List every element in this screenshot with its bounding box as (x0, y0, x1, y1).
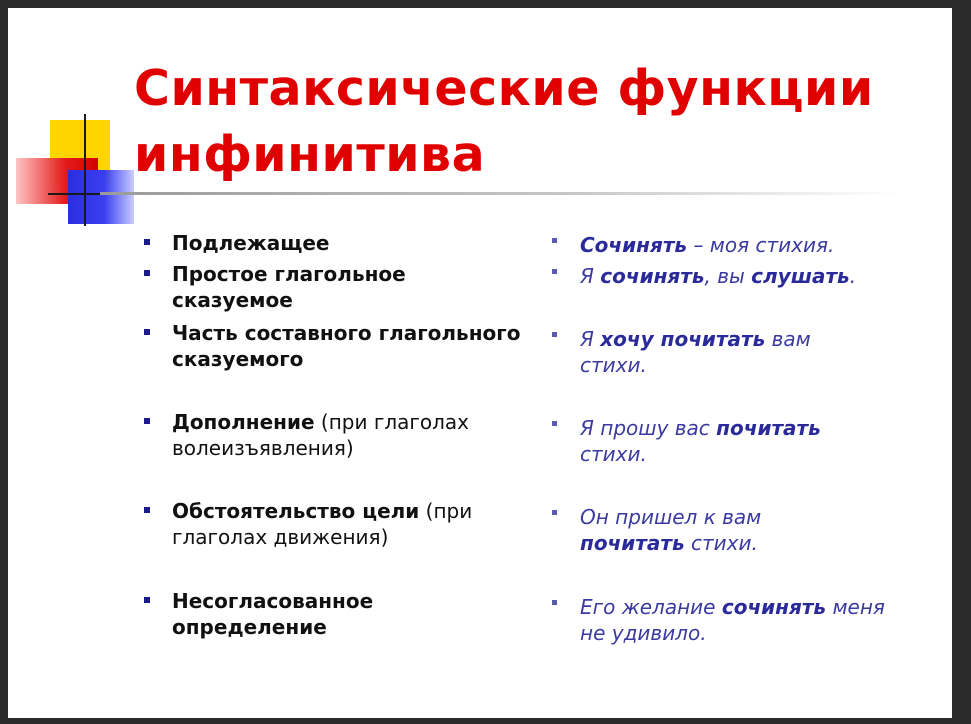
bullet-icon (552, 332, 557, 337)
bullet-icon (552, 269, 557, 274)
example-text: Я прошу вас почитать стихи. (580, 416, 821, 466)
example-text: Я сочинять, вы слушать. (580, 264, 857, 288)
vertical-line-decoration (84, 114, 86, 226)
function-label: Несогласованное определение (172, 589, 374, 639)
example-text: Я хочу почитать вам стихи. (580, 327, 811, 377)
bullet-icon (144, 270, 150, 276)
bullet-icon (144, 597, 150, 603)
screen-frame-bottom (0, 718, 971, 724)
bullet-icon (552, 421, 557, 426)
bullet-icon (144, 507, 150, 513)
bullet-icon (552, 600, 557, 605)
example-text: Он пришел к вам почитать стихи. (580, 505, 762, 555)
slide-title: Синтаксические функции инфинитива (134, 60, 874, 183)
bullet-icon (144, 418, 150, 424)
function-label: Часть составного глагольного сказуемого (172, 321, 521, 371)
function-label: Простое глагольное сказуемое (172, 262, 406, 312)
title-underline-rule (100, 192, 900, 195)
example-text: Его желание сочинять меня не удивило. (580, 595, 885, 645)
screen-frame-right (952, 0, 971, 724)
slide (8, 8, 952, 718)
bullet-icon (144, 329, 150, 335)
function-label: Дополнение (при глаголах волеизъявления) (172, 410, 469, 460)
function-label: Обстоятельство цели (при глаголах движения) (172, 499, 473, 549)
example-text: Сочинять – моя стихия. (580, 233, 835, 257)
blue-square-decoration (68, 170, 134, 224)
bullet-icon (552, 510, 557, 515)
bullet-icon (552, 238, 557, 243)
function-label: Подлежащее (172, 231, 330, 255)
bullet-icon (144, 239, 150, 245)
